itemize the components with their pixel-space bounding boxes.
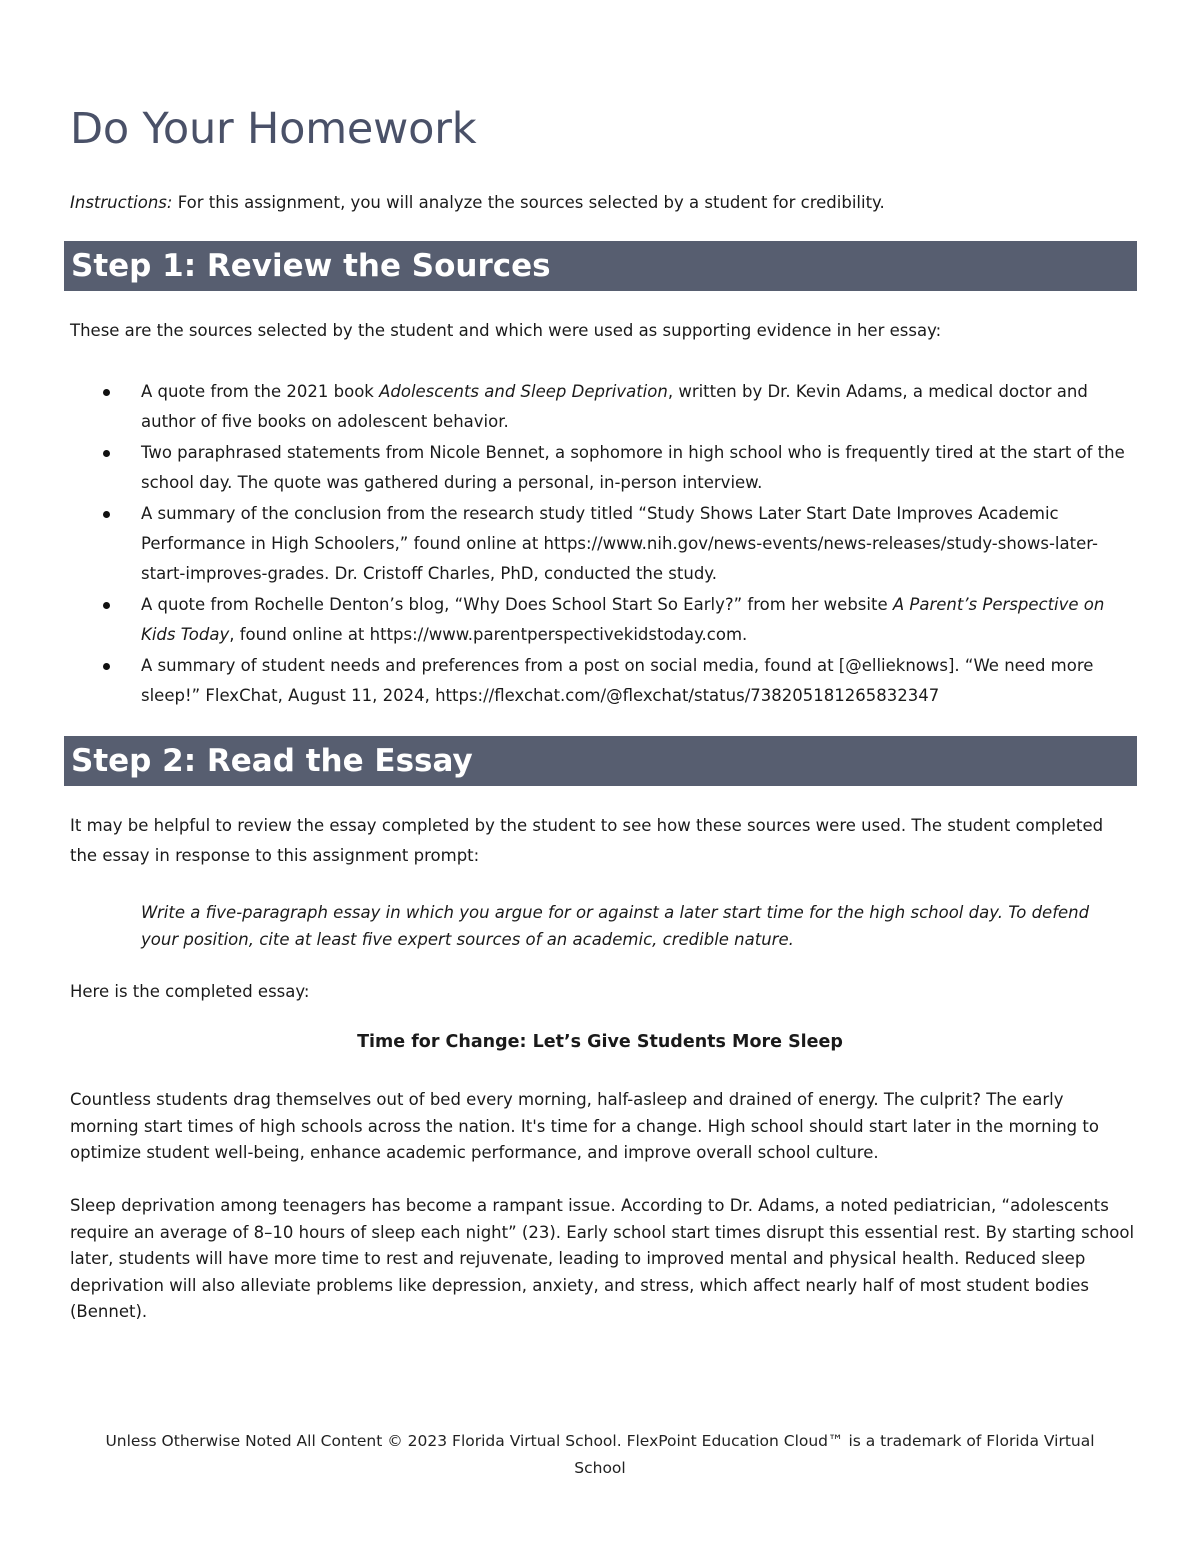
bullet-icon: [103, 602, 110, 609]
step1-intro: These are the sources selected by the student and which were used as supporting evidence in her essay:: [70, 321, 942, 340]
essay-paragraph-1: Countless students drag themselves out of bed every morning, half-asleep and drained of energy. The culprit? The early morning start times of high schools across the nation. It's time for a change. High school should start later in the morning to optimize student well-being, enhance academic performance, and improve overall school culture.: [70, 1090, 1099, 1162]
footer: Unless Otherwise Noted All Content © 2023 Florida Virtual School. FlexPoint Education Cloud™ is a trademark of Florida Virtual School: [105, 1432, 1095, 1477]
step2-intro: It may be helpful to review the essay completed by the student to see how these sources were used. The student completed the essay in response to this assignment prompt:: [70, 816, 1104, 865]
step1-heading: Step 1: Review the Sources: [64, 241, 1137, 291]
bullet-icon: [103, 511, 110, 518]
step2-heading: Step 2: Read the Essay: [64, 736, 1137, 786]
instructions-text: For this assignment, you will analyze the sources selected by a student for credibility.: [172, 193, 885, 212]
bullet-icon: [103, 389, 110, 396]
list-item: A summary of the conclusion from the research study titled “Study Shows Later Start Date Improves Academic Performance in High Schoolers,” found online at https://www.nih.gov/news-events/news-releases/study-shows-later-start-improves-grades. Dr. Cristoff Charles, PhD, conducted the study.: [100, 499, 1135, 590]
sources-list: [100, 377, 1135, 711]
list-item: A quote from the 2021 book Adolescents and Sleep Deprivation, written by Dr. Kevin Adams, a medical doctor and author of five books on adolescent behavior.: [100, 377, 1135, 438]
essay-intro: Here is the completed essay:: [70, 982, 310, 1001]
instructions: [70, 193, 885, 212]
page-title: Do Your Homework: [70, 104, 477, 154]
instructions-label: Instructions:: [70, 193, 173, 212]
assignment-prompt: Write a five-paragraph essay in which you argue for or against a later start time for the high school day. To defend your position, cite at least five expert sources of an academic, credible nature.: [141, 903, 1090, 949]
bullet-icon: [103, 663, 110, 670]
list-item: Two paraphrased statements from Nicole Bennet, a sophomore in high school who is frequently tired at the start of the school day. The quote was gathered during a personal, in-person interview.: [100, 438, 1135, 499]
list-item: A quote from Rochelle Denton’s blog, “Why Does School Start So Early?” from her website A Parent’s Perspective on Kids Today, found online at https://www.parentperspectivekidstoday.com.: [100, 590, 1135, 651]
essay-title: Time for Change: Let’s Give Students More Sleep: [357, 1032, 843, 1052]
bullet-icon: [103, 450, 110, 457]
list-item: A summary of student needs and preferences from a post on social media, found at [@ellieknows]. “We need more sleep!” FlexChat, August 11, 2024, https://flexchat.com/@flexchat/status/738205181265832347: [100, 651, 1135, 712]
essay-paragraph-2: Sleep deprivation among teenagers has become a rampant issue. According to Dr. Adams, a noted pediatrician, “adolescents require an average of 8–10 hours of sleep each night” (23). Early school start times disrupt this essential rest. By starting school later, students will have more time to rest and rejuvenate, leading to improved mental and physical health. Reduced sleep deprivation will also alleviate problems like depression, anxiety, and stress, which affect nearly half of most student bodies (Bennet).: [70, 1196, 1135, 1321]
